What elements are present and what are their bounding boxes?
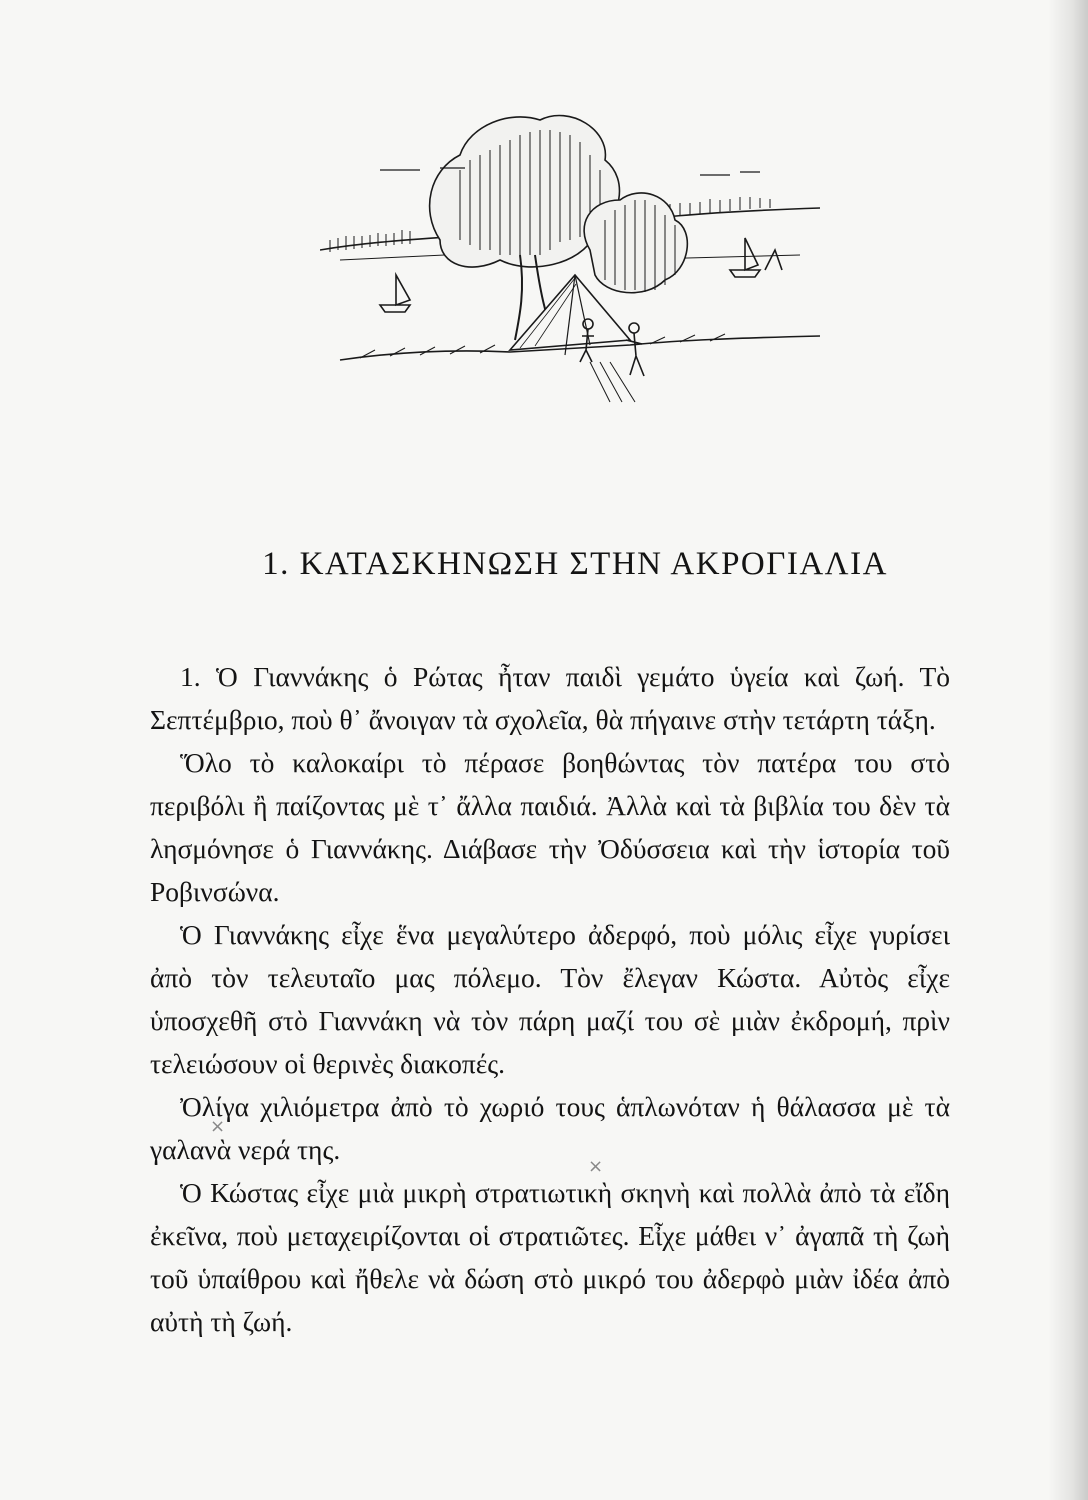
margin-mark: × <box>210 1116 226 1137</box>
chapter-body <box>150 655 950 1343</box>
campsite-illustration <box>320 100 840 420</box>
page-edge-shadow <box>1048 0 1088 1500</box>
margin-mark: × <box>588 1156 604 1177</box>
chapter-title: 1. ΚΑΤΑΣΚΗΝΩΣΗ ΣΤΗΝ ΑΚΡΟΓΙΑΛΙΑ <box>262 546 888 582</box>
paragraph: Ὀλίγα χιλιόμετρα ἀπὸ τὸ χωριό τους ἁπλωνόταν ἡ θάλασσα μὲ τὰ γαλανὰ νερά της. <box>150 1091 950 1165</box>
paragraph: 1. Ὁ Γιαννάκης ὁ Ρώτας ἦταν παιδὶ γεμάτο ὑγεία καὶ ζωή. Τὸ Σεπτέμβριο, ποὺ θ᾽ ἄνοιγαν τὰ σχολεῖα, θὰ πήγαινε στὴν τετάρτη τάξη. <box>150 661 950 735</box>
paragraph: Ὁ Κώστας εἶχε μιὰ μικρὴ στρατιωτικὴ σκηνὴ καὶ πολλὰ ἀπὸ τὰ εἴδη ἐκεῖνα, ποὺ μεταχειρίζονται οἱ στρατιῶτες. Εἶχε μάθει ν᾽ ἀγαπᾶ τὴ ζωὴ τοῦ ὑπαίθρου καὶ ἤθελε νὰ δώση στὸ μικρό του ἀδερφὸ μιὰν ἰδέα ἀπὸ αὐτὴ τὴ ζωή. <box>150 1177 950 1337</box>
paragraph: Ὁ Γιαννάκης εἶχε ἕνα μεγαλύτερο ἀδερφό, ποὺ μόλις εἶχε γυρίσει ἀπὸ τὸν τελευταῖο μας πόλεμο. Τὸν ἔλεγαν Κώστα. Αὐτὸς εἶχε ὑποσχεθῆ στὸ Γιαννάκη νὰ τὸν πάρη μαζί του σὲ μιὰν ἐκδρομή, πρὶν τελειώσουν οἱ θερινὲς διακοπές. <box>150 919 950 1079</box>
paragraph: Ὅλο τὸ καλοκαίρι τὸ πέρασε βοηθώντας τὸν πατέρα του στὸ περιβόλι ἢ παίζοντας μὲ τ᾽ ἄλλα παιδιά. Ἀλλὰ καὶ τὰ βιβλία του δὲν τὰ λησμόνησε ὁ Γιαννάκης. Διάβασε τὴν Ὀδύσσεια καὶ τὴν ἱστορία τοῦ Ροβινσώνα. <box>150 747 950 907</box>
